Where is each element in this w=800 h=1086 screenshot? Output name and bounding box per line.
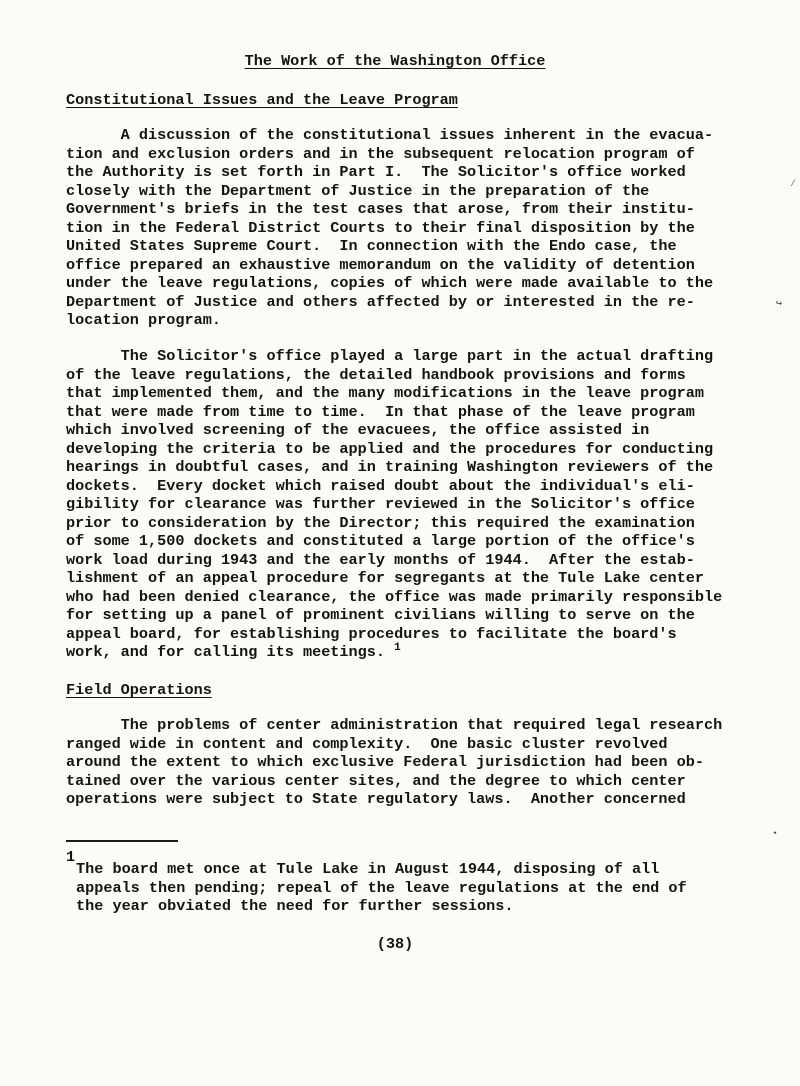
text-line: which involved screening of the evacuees, the office assisted in	[66, 421, 650, 439]
text-line: Department of Justice and others affected by or interested in the re-	[66, 292, 695, 311]
text-line: work load during 1943 and the early months of 1944. After the estab-	[66, 550, 695, 569]
text-line: of the leave regulations, the detailed handbook provisions and forms	[66, 365, 686, 384]
scan-speck-mark: ↪	[776, 299, 783, 310]
text-line: operations were subject to State regulatory laws. Another concerned	[66, 790, 686, 808]
text-line: that were made from time to time. In that phase of the leave program	[66, 402, 695, 421]
text-line: Government's briefs in the test cases that arose, from their institu-	[66, 200, 695, 218]
text-line: developing the criteria to be applied and the procedures for conducting	[66, 439, 714, 458]
footnote-line: The board met once at Tule Lake in August 1944, disposing of all	[76, 860, 660, 878]
page-title: The Work of the Washington Office	[244, 52, 546, 70]
text-line: location program.	[66, 311, 221, 329]
scan-speck-mark: ⋆	[772, 829, 779, 840]
paragraph-leave-regulations	[66, 347, 738, 662]
text-line: of some 1,500 dockets and constituted a large portion of the office's	[66, 532, 695, 550]
text-line: tion in the Federal District Courts to their final disposition by the	[66, 218, 695, 237]
page-number: (38)	[376, 935, 414, 953]
text-line: United States Supreme Court. In connection with the Endo case, the	[66, 237, 677, 255]
text-line-last	[66, 643, 738, 662]
text-line: hearings in doubtful cases, and in training Washington reviewers of the	[66, 458, 714, 476]
paragraph-constitutional-discussion	[66, 126, 738, 330]
scan-speck-mark: ⁄	[790, 179, 797, 190]
footnote-marker: 1	[66, 848, 76, 866]
text-line: ranged wide in content and complexity. One basic cluster revolved	[66, 734, 668, 753]
footnote-line: appeals then pending; repeal of the leave regulations at the end of	[76, 878, 687, 897]
footnote-line: the year obviated the need for further sessions.	[76, 897, 514, 915]
text-line: A discussion of the constitutional issues inherent in the evacua-	[66, 126, 714, 144]
text-line: around the extent to which exclusive Federal jurisdiction had been ob-	[66, 753, 704, 771]
text-line: that implemented them, and the many modifications in the leave program	[66, 384, 704, 402]
footnote-divider	[66, 840, 178, 842]
text-line: tion and exclusion orders and in the subsequent relocation program of	[66, 144, 695, 163]
text-line: tained over the various center sites, and the degree to which center	[66, 771, 686, 790]
text-line: under the leave regulations, copies of which were made available to the	[66, 274, 714, 292]
text-line: for setting up a panel of prominent civilians willing to serve on the	[66, 606, 695, 624]
text-line: dockets. Every docket which raised doubt about the individual's eli-	[66, 476, 695, 495]
paragraph-field-operations	[66, 716, 738, 809]
text-line: gibility for clearance was further reviewed in the Solicitor's office	[66, 495, 695, 513]
footnote-text	[76, 860, 736, 916]
text-line: The problems of center administration that required legal research	[66, 716, 723, 734]
text-line: The Solicitor's office played a large part in the actual drafting	[66, 347, 714, 365]
text-line: office prepared an exhaustive memorandum on the validity of detention	[66, 255, 695, 274]
section-heading-field-operations: Field Operations	[66, 681, 212, 699]
text-line: closely with the Department of Justice in the preparation of the	[66, 181, 650, 200]
text-line: appeal board, for establishing procedures to facilitate the board's	[66, 624, 677, 643]
text-line-content: work, and for calling its meetings.	[66, 643, 385, 661]
text-line: prior to consideration by the Director; this required the examination	[66, 513, 695, 532]
section-heading-constitutional-issues: Constitutional Issues and the Leave Program	[66, 91, 458, 109]
text-line: the Authority is set forth in Part I. The Solicitor's office worked	[66, 163, 686, 181]
footnote-reference[interactable]: 1	[394, 641, 401, 654]
text-line: who had been denied clearance, the office was made primarily responsible	[66, 587, 723, 606]
text-line: lishment of an appeal procedure for segregants at the Tule Lake center	[66, 569, 704, 587]
